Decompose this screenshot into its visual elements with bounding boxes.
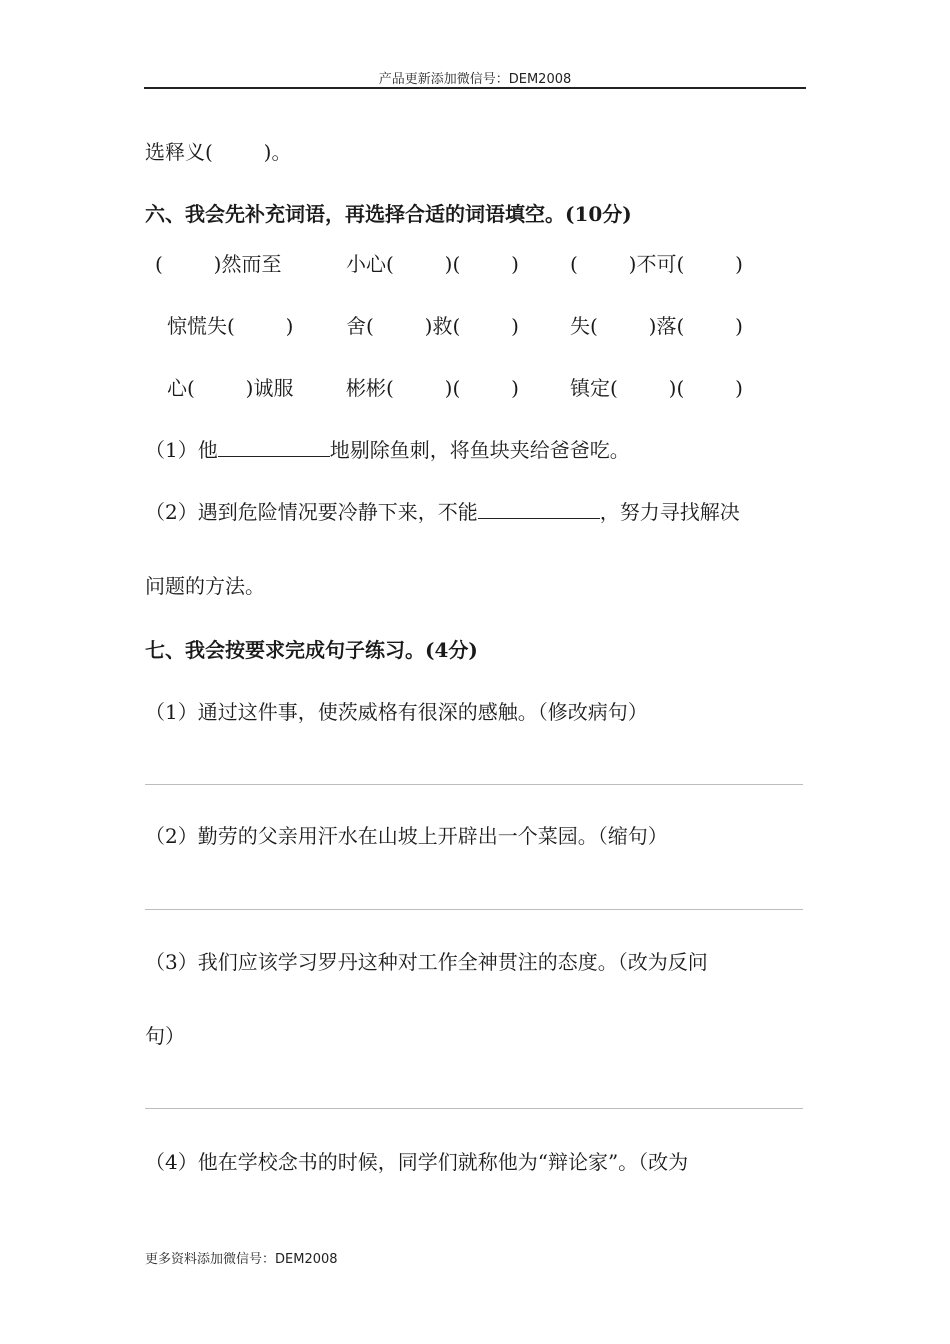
section-7-question-1: （1）通过这件事，使茨威格有很深的感触。（修改病句） (145, 700, 648, 724)
answer-line[interactable] (145, 909, 803, 910)
word-item: ( )不可( ) (570, 252, 743, 276)
word-item: 彬彬( )( ) (346, 376, 519, 400)
answer-blank[interactable] (478, 498, 600, 519)
word-item: ( )然而至 (155, 252, 282, 276)
section-6-question-2-continued: 问题的方法。 (145, 574, 265, 598)
answer-line[interactable] (145, 1108, 803, 1109)
section-7-question-2: （2）勤劳的父亲用汗水在山坡上开辟出一个菜园。（缩句） (145, 824, 668, 848)
word-item: 惊慌失( ) (167, 314, 294, 338)
page-header: 产品更新添加微信号：DEM2008 (378, 72, 572, 87)
word-item: 镇定( )( ) (570, 376, 743, 400)
section-6-question-1 (145, 436, 630, 464)
section-6-question-2 (145, 498, 740, 526)
section-7-question-3: （3）我们应该学习罗丹这种对工作全神贯注的态度。（改为反问 (145, 950, 708, 974)
word-item: 失( )落( ) (570, 314, 743, 338)
section-6-title: 六、我会先补充词语，再选择合适的词语填空。(10分) (145, 202, 632, 226)
continuation-text: 选释义( )。 (145, 140, 292, 164)
section-7-question-3-continued: 句） (145, 1024, 185, 1048)
question-text: （2）遇到危险情况要冷静下来，不能 (145, 500, 478, 524)
word-item: 小心( )( ) (346, 252, 519, 276)
section-7-title: 七、我会按要求完成句子练习。(4分) (145, 638, 478, 662)
section-7-question-4: （4）他在学校念书的时候，同学们就称他为“辩论家”。（改为 (145, 1150, 689, 1174)
header-divider (144, 87, 806, 89)
answer-blank[interactable] (218, 436, 330, 457)
question-text: ，努力寻找解决 (599, 500, 740, 524)
page-footer: 更多资料添加微信号：DEM2008 (145, 1252, 338, 1267)
question-text: 地剔除鱼刺，将鱼块夹给爸爸吃。 (329, 438, 630, 462)
answer-line[interactable] (145, 784, 803, 785)
question-text: （1）他 (145, 438, 218, 462)
word-item: 舍( )救( ) (346, 314, 519, 338)
word-item: 心( )诚服 (167, 376, 294, 400)
